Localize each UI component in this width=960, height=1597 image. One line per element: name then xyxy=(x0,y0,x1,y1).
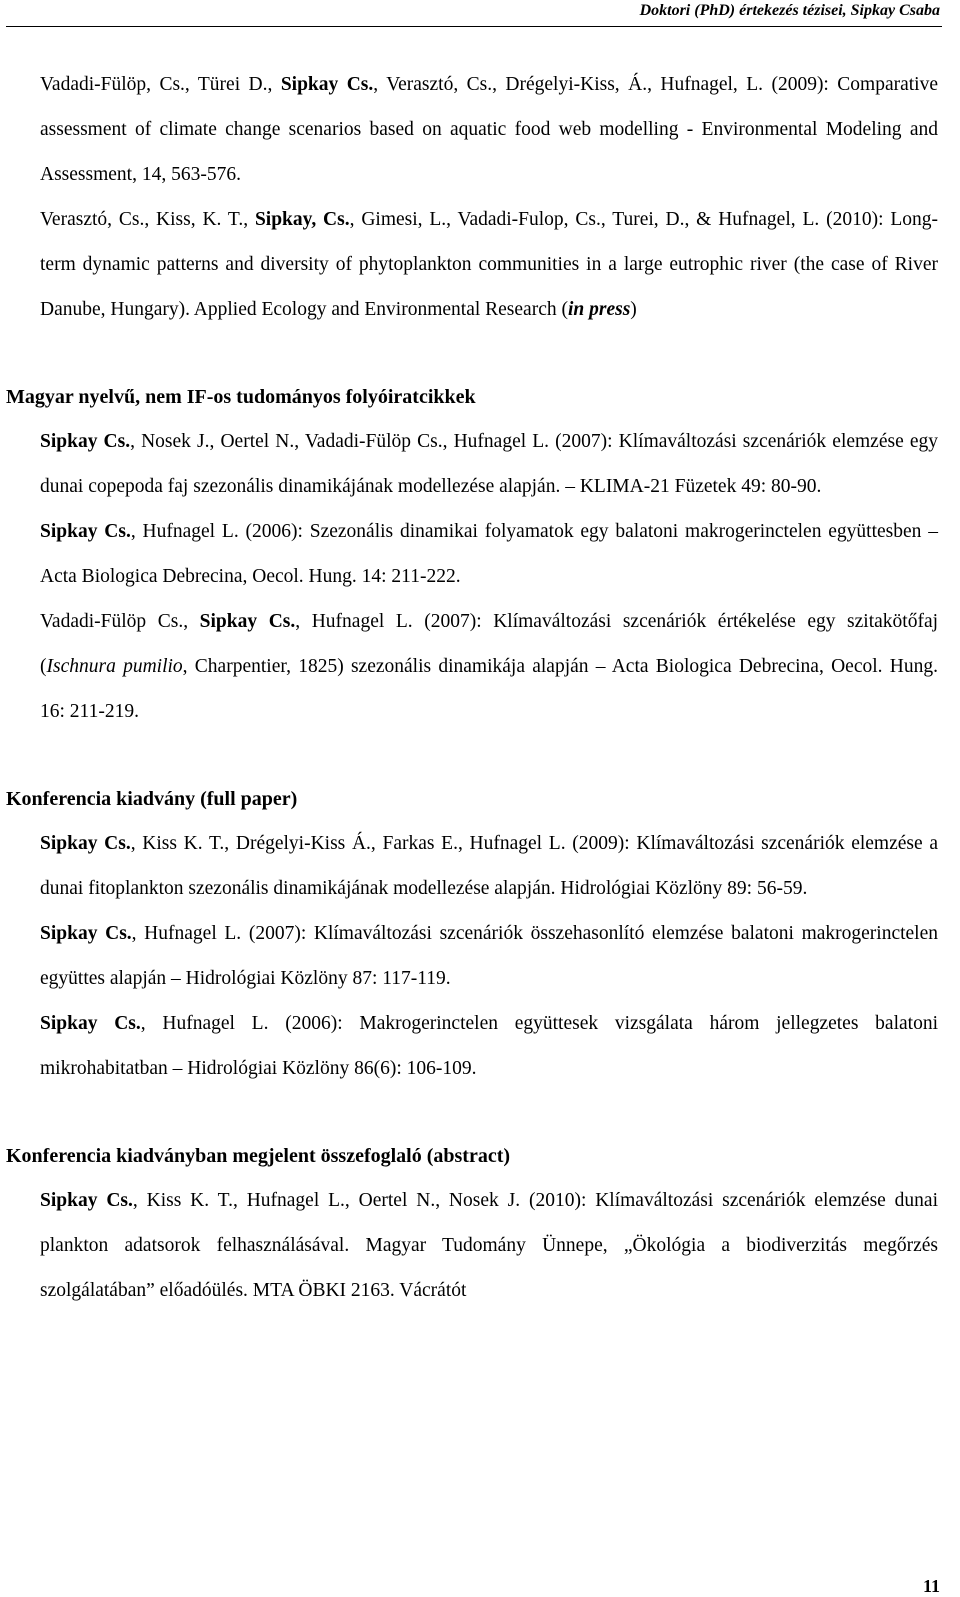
reference-entry xyxy=(6,419,938,509)
reference-number xyxy=(6,419,40,464)
section-title-conference-abstract: Konferencia kiadványban megjelent összefoglaló (abstract) xyxy=(6,1145,511,1167)
reference-number xyxy=(6,1178,40,1223)
reference-text: , Nosek J., Oertel N., Vadadi-Fülöp Cs., Hufnagel L. (2007): Klímaváltozási szcenáriók elemzése egy dunai copepoda faj szezonális dinamikájának modellezése alapján. – KLIMA-21 Füzetek 49: 80-90. xyxy=(40,431,938,497)
section-title-hungarian-journals: Magyar nyelvű, nem IF-os tudományos folyóiratcikkek xyxy=(6,386,476,408)
reference-entry xyxy=(6,509,938,599)
reference-author-highlight: Sipkay Cs. xyxy=(40,1013,141,1034)
reference-text: , Gimesi, L., Vadadi-Fulop, Cs., Turei, D., & Hufnagel, L. (2010): Long-term dynamic patterns and diversity of phytoplankton communities in a large eutrophic river (the case of River Danube, Hungary). Applied Ecology and Environmental Research ( xyxy=(40,209,938,320)
reference-text: , Kiss K. T., Hufnagel L., Oertel N., Nosek J. (2010): Klímaváltozási szcenáriók elemzése dunai plankton adatsorok felhasználásával. Magyar Tudomány Ünnepe, „Ökológia a biodiverzitás megőrzés szolgálatában” előadóülés. MTA ÖBKI 2163. Vácrátót xyxy=(40,1190,939,1301)
reference-author-highlight: Sipkay Cs. xyxy=(40,833,131,854)
reference-text: , Hufnagel L. (2007): Klímaváltozási szcenáriók értékelése egy szitakötőfaj ( xyxy=(40,611,939,677)
reference-text: , Hufnagel L. (2006): Makrogerinctelen együttesek vizsgálata három jellegzetes balatoni mikrohabitatban – Hidrológiai Közlöny 86(6): 106-109. xyxy=(40,1013,938,1079)
header-divider xyxy=(6,26,942,27)
reference-entry xyxy=(6,599,938,734)
reference-authors-pre: Vadadi-Fülöp Cs., xyxy=(40,611,200,632)
reference-number xyxy=(6,821,40,866)
section-title-conference-full-paper: Konferencia kiadvány (full paper) xyxy=(6,788,298,810)
reference-entry xyxy=(6,1178,938,1313)
page-number: 11 xyxy=(922,1576,940,1596)
reference-number xyxy=(6,509,40,554)
running-header: Doktori (PhD) értekezés tézisei, Sipkay Csaba xyxy=(639,2,940,19)
reference-text: , Verasztó, Cs., Drégelyi-Kiss, Á., Hufnagel, L. (2009): Comparative assessment of climate change scenarios based on aquatic food web modelling - Environmental Modeling and Assessment, 14, 563-576. xyxy=(40,74,938,185)
reference-author-highlight: Sipkay Cs. xyxy=(40,1190,133,1211)
reference-italic: in press xyxy=(567,299,631,320)
reference-entry xyxy=(6,911,938,1001)
reference-tail: , Charpentier, 1825) szezonális dinamikája alapján – Acta Biologica Debrecina, Oecol. Hung. 16: 211-219. xyxy=(40,656,938,722)
reference-number xyxy=(6,197,40,242)
reference-author-highlight: Sipkay Cs. xyxy=(280,74,374,95)
reference-entry xyxy=(6,197,938,332)
reference-text: , Kiss K. T., Drégelyi-Kiss Á., Farkas E., Hufnagel L. (2009): Klímaváltozási szcenáriók elemzése a dunai fitoplankton szezonális dinamikájának modellezése alapján. Hidrológiai Közlöny 89: 56-59. xyxy=(40,833,938,899)
reference-text: , Hufnagel L. (2007): Klímaváltozási szcenáriók összehasonlító elemzése balatoni makrogerinctelen együttes alapján – Hidrológiai Közlöny 87: 117-119. xyxy=(40,923,939,989)
reference-author-highlight: Sipkay, Cs. xyxy=(254,209,350,230)
reference-tail: ) xyxy=(630,299,637,320)
reference-number xyxy=(6,911,40,956)
reference-author-highlight: Sipkay Cs. xyxy=(40,521,131,542)
reference-number xyxy=(6,62,40,107)
reference-author-highlight: Sipkay Cs. xyxy=(199,611,296,632)
reference-number xyxy=(6,1001,40,1046)
reference-entry xyxy=(6,821,938,911)
reference-text: , Hufnagel L. (2006): Szezonális dinamikai folyamatok egy balatoni makrogerinctelen együttesben – Acta Biologica Debrecina, Oecol. Hung. 14: 211-222. xyxy=(40,521,938,587)
reference-number xyxy=(6,599,40,644)
reference-author-highlight: Sipkay Cs. xyxy=(40,923,132,944)
reference-author-highlight: Sipkay Cs. xyxy=(40,431,131,452)
reference-italic: Ischnura pumilio xyxy=(46,656,183,677)
document-body xyxy=(6,62,938,1313)
reference-entry xyxy=(6,1001,938,1091)
reference-entry xyxy=(6,62,938,197)
reference-authors-pre: Vadadi-Fülöp, Cs., Türei D., xyxy=(40,74,281,95)
reference-authors-pre: Verasztó, Cs., Kiss, K. T., xyxy=(40,209,255,230)
